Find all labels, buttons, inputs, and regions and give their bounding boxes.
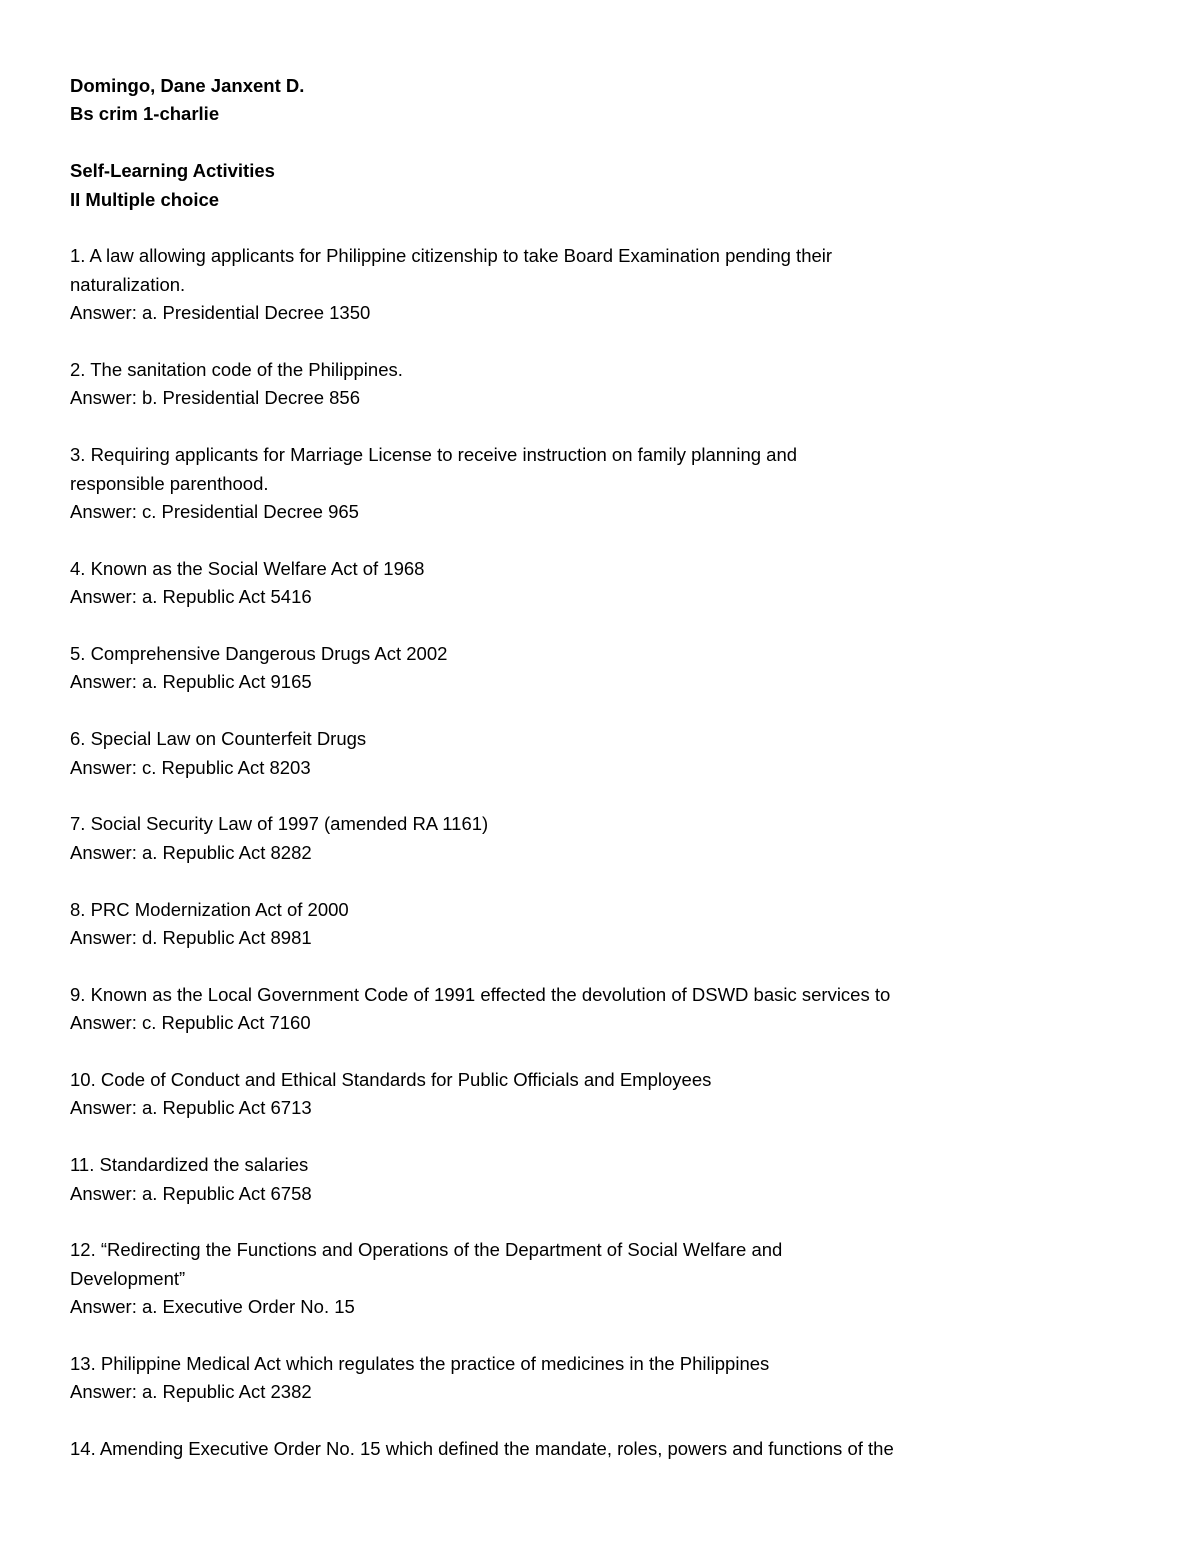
spacer: [70, 612, 1130, 640]
question-text: 14. Amending Executive Order No. 15 which defined the mandate, roles, powers and functions of the: [70, 1438, 894, 1460]
spacer: [70, 1123, 1130, 1151]
spacer: [70, 328, 1130, 356]
answer-text: Answer: a. Republic Act 8282: [70, 841, 312, 863]
question-text: 10. Code of Conduct and Ethical Standards for Public Officials and Employees: [70, 1069, 712, 1091]
question-text: 9. Known as the Local Government Code of 1991 effected the devolution of DSWD basic services to: [70, 983, 891, 1005]
question-item: [70, 1236, 1130, 1321]
spacer: [70, 214, 1130, 242]
answer-text: Answer: a. Republic Act 6758: [70, 1182, 312, 1204]
answer-text: Answer: a. Republic Act 9165: [70, 671, 312, 693]
spacer: [70, 1038, 1130, 1066]
answer-text: Answer: d. Republic Act 8981: [70, 927, 312, 949]
question-item: [70, 896, 1130, 953]
answer-text: Answer: a. Republic Act 2382: [70, 1381, 312, 1403]
question-text: responsible parenthood.: [70, 472, 269, 494]
document-subtitle: II Multiple choice: [70, 188, 220, 210]
question-item: [70, 725, 1130, 782]
document-page: [70, 72, 1130, 1464]
question-item: [70, 242, 1130, 327]
question-text: naturalization.: [70, 273, 186, 295]
question-text: 3. Requiring applicants for Marriage License to receive instruction on family planning and: [70, 444, 798, 466]
spacer: [70, 1407, 1130, 1435]
question-item: [70, 981, 1130, 1038]
spacer: [70, 526, 1130, 554]
question-text: Development”: [70, 1267, 186, 1289]
question-item: [70, 356, 1130, 413]
question-item: [70, 1151, 1130, 1208]
question-item: [70, 1350, 1130, 1407]
student-section: Bs crim 1-charlie: [70, 103, 220, 125]
spacer: [70, 952, 1130, 980]
question-text: 13. Philippine Medical Act which regulates the practice of medicines in the Philippines: [70, 1353, 770, 1375]
answer-text: Answer: a. Republic Act 6713: [70, 1097, 312, 1119]
document-title: Self-Learning Activities: [70, 160, 275, 182]
student-name: Domingo, Dane Janxent D.: [70, 75, 305, 96]
answer-text: Answer: b. Presidential Decree 856: [70, 387, 360, 409]
question-text: 1. A law allowing applicants for Philippine citizenship to take Board Examination pending their: [70, 245, 833, 267]
question-item: [70, 640, 1130, 697]
question-text: 6. Special Law on Counterfeit Drugs: [70, 728, 367, 750]
spacer: [70, 782, 1130, 810]
question-text: 7. Social Security Law of 1997 (amended RA 1161): [70, 813, 489, 835]
answer-text: Answer: c. Republic Act 8203: [70, 756, 311, 778]
question-list: [70, 242, 1130, 1463]
spacer: [70, 129, 1130, 157]
question-item: [70, 810, 1130, 867]
question-item: [70, 441, 1130, 526]
question-item: [70, 1435, 1130, 1463]
question-text: 12. “Redirecting the Functions and Operations of the Department of Social Welfare and: [70, 1239, 783, 1261]
answer-text: Answer: c. Republic Act 7160: [70, 1012, 311, 1034]
answer-text: Answer: a. Republic Act 5416: [70, 586, 312, 608]
question-item: [70, 1066, 1130, 1123]
question-text: 11. Standardized the salaries: [70, 1154, 309, 1176]
question-item: [70, 555, 1130, 612]
question-text: 5. Comprehensive Dangerous Drugs Act 2002: [70, 643, 448, 665]
answer-text: Answer: a. Presidential Decree 1350: [70, 302, 371, 324]
spacer: [70, 697, 1130, 725]
spacer: [70, 867, 1130, 895]
spacer: [70, 1322, 1130, 1350]
question-text: 2. The sanitation code of the Philippines.: [70, 359, 403, 381]
spacer: [70, 1208, 1130, 1236]
answer-text: Answer: a. Executive Order No. 15: [70, 1296, 355, 1318]
question-text: 4. Known as the Social Welfare Act of 1968: [70, 557, 425, 579]
question-text: 8. PRC Modernization Act of 2000: [70, 898, 349, 920]
spacer: [70, 413, 1130, 441]
answer-text: Answer: c. Presidential Decree 965: [70, 501, 359, 523]
